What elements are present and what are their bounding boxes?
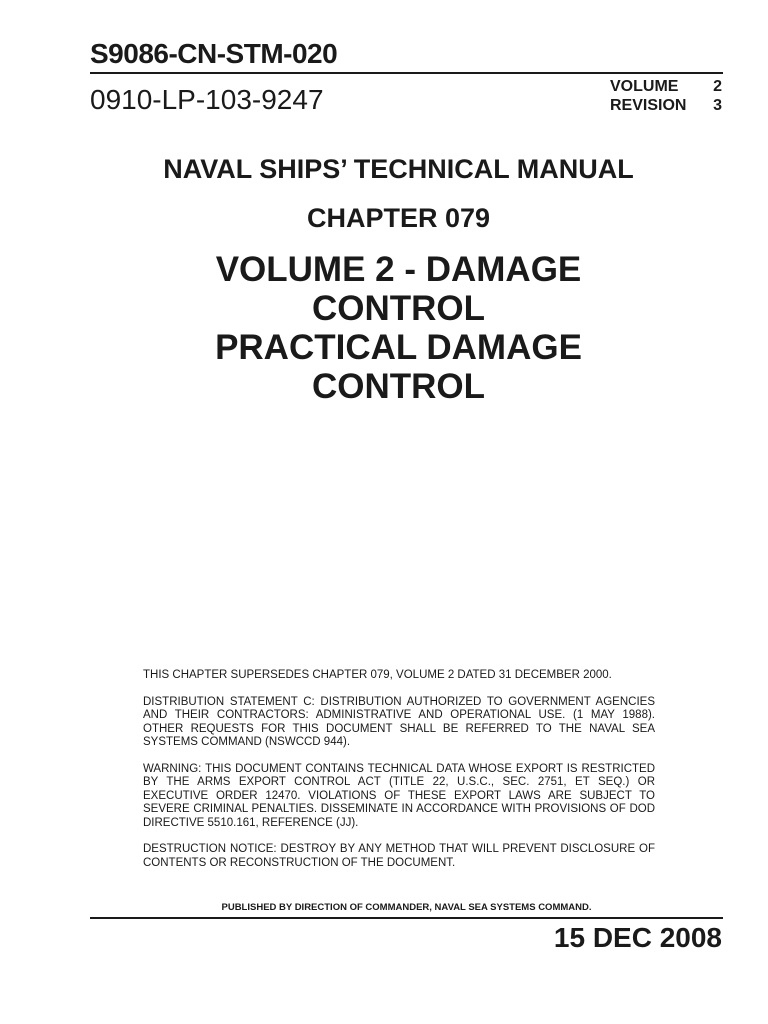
volume-value: 2 xyxy=(713,78,722,95)
destruction-notice: DESTRUCTION NOTICE: DESTROY BY ANY METHOD THAT WILL PREVENT DISCLOSURE OF CONTENTS OR RECONSTRUCTION OF THE DOCUMENT. xyxy=(143,843,655,869)
revision-label: REVISION xyxy=(610,97,687,114)
export-warning: WARNING: THIS DOCUMENT CONTAINS TECHNICAL DATA WHOSE EXPORT IS RESTRICTED BY THE ARMS EXPORT CONTROL ACT (TITLE 22, U.S.C., SEC. 2751, ET SEQ.) OR EXECUTIVE ORDER 12470. VIOLATIONS OF THESE EXPORT LAWS ARE SUBJECT TO SEVERE CRIMINAL PENALTIES. DISSEMINATE IN ACCORDANCE WITH PROVISIONS OF DOD DIRECTIVE 5510.161, REFERENCE (JJ). xyxy=(143,762,655,829)
publication-date: 15 DEC 2008 xyxy=(553,922,722,953)
title-line: CONTROL xyxy=(311,367,486,406)
revision-value: 3 xyxy=(713,97,722,114)
stock-number: 0910-LP-103-9247 xyxy=(90,84,324,115)
footer-divider xyxy=(90,917,723,919)
supersedes-notice: THIS CHAPTER SUPERSEDES CHAPTER 079, VOLUME 2 DATED 31 DECEMBER 2000. xyxy=(143,669,612,681)
publisher-line: PUBLISHED BY DIRECTION OF COMMANDER, NAVAL SEA SYSTEMS COMMAND. xyxy=(221,902,592,913)
manual-title: NAVAL SHIPS’ TECHNICAL MANUAL xyxy=(163,154,634,184)
title-line: PRACTICAL DAMAGE xyxy=(215,328,582,367)
volume-row xyxy=(610,77,722,96)
distribution-statement: DISTRIBUTION STATEMENT C: DISTRIBUTION AUTHORIZED TO GOVERNMENT AGENCIES AND THEIR CONTRACTORS: ADMINISTRATIVE AND OPERATIONAL USE. (1 MAY 1988). OTHER REQUESTS FOR THIS DOCUMENT SHALL BE REFERRED TO THE NAVAL SEA SYSTEMS COMMAND (NSWCCD 944). xyxy=(143,695,655,748)
chapter-heading: CHAPTER 079 xyxy=(306,203,491,233)
header-divider xyxy=(90,72,723,74)
volume-revision-block xyxy=(610,77,722,115)
revision-row xyxy=(610,96,722,115)
document-title xyxy=(0,250,768,406)
notices-block xyxy=(143,669,655,883)
title-line: VOLUME 2 - DAMAGE xyxy=(215,250,582,289)
volume-label: VOLUME xyxy=(610,78,679,95)
document-number: S9086-CN-STM-020 xyxy=(90,38,338,69)
title-line: CONTROL xyxy=(311,289,486,328)
